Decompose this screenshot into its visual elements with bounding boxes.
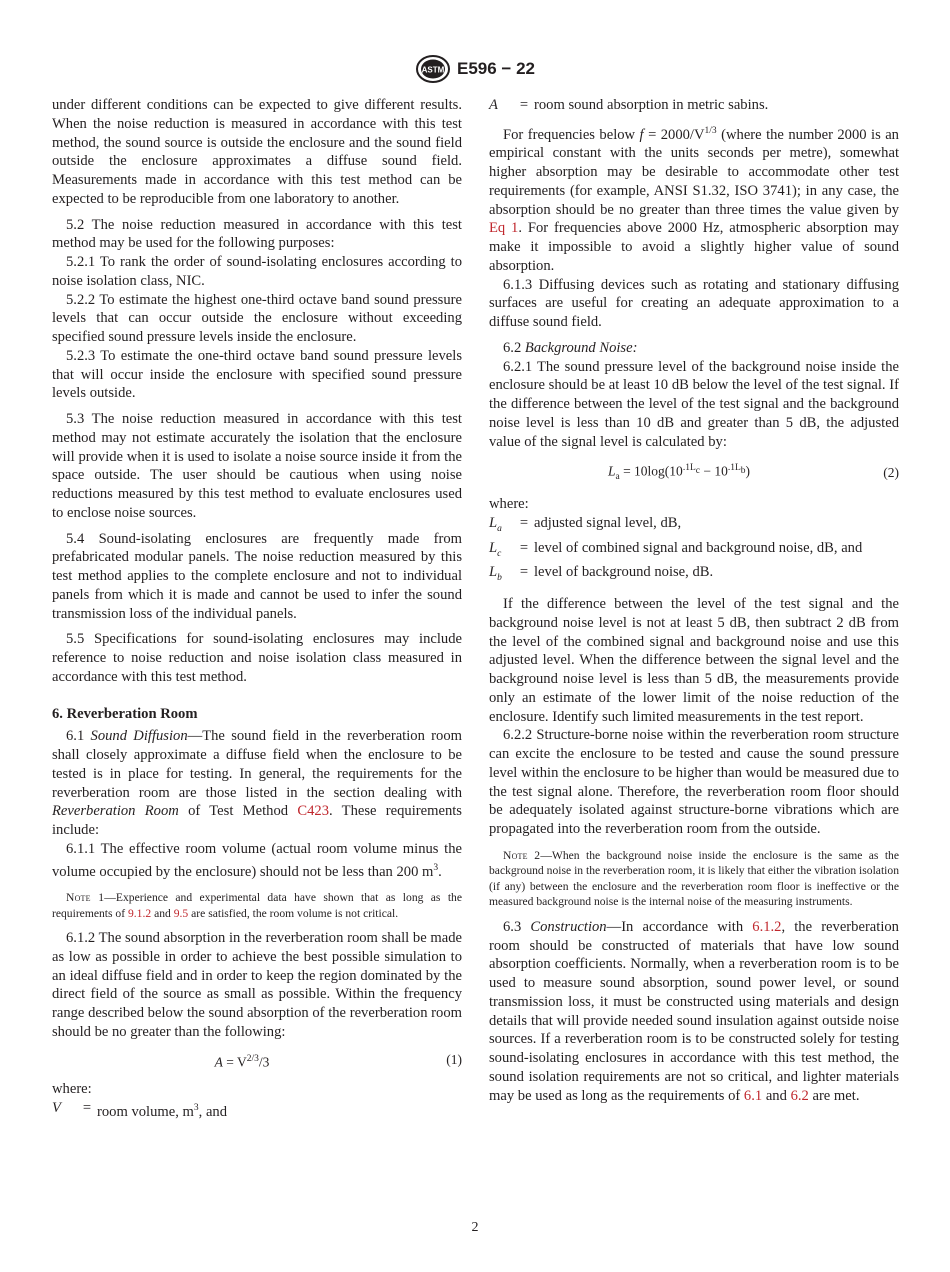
link-9-1-2[interactable]: 9.1.2	[127, 906, 152, 920]
definition-lb: $L_b$ = level of background noise, dB.	[489, 564, 714, 584]
definition-lc: $L_c$ = level of combined signal and background noise, dB, and	[489, 539, 863, 559]
page-header	[0, 55, 950, 83]
paragraph-5-2-2: 5.2.2 To estimate the highest one-third octave band sound pressure levels that can occur outside the enclosure without exceeding specified sound pressure levels inside the enclosure.	[52, 291, 462, 345]
paragraph-5-2-1: 5.2.1 To rank the order of sound-isolating enclosures according to noise isolation class, NIC.	[52, 254, 462, 289]
right-column	[489, 96, 899, 1105]
paragraph-6-1-3: 6.1.3 Diffusing devices such as rotating and stationary diffusing surfaces are useful for creating an adequate approximation to a diffuse sound field.	[489, 276, 899, 331]
note-1: Note 1—Experience and experimental data have shown that as long as the requirements of 9.1.2 and 9.5 are satisfied, the room volume is not critical.	[52, 891, 462, 920]
note-2: Note 2—When the background noise inside the enclosure is the same as the background noise in the reverberation room, it is likely that either the vibration isolation (if any) between the enclosure and the reverberation room floor is ineffective or the measured background noise is the internal noise of the measuring instruments.	[489, 848, 899, 909]
link-9-5[interactable]: 9.5	[173, 906, 189, 920]
astm-logo-icon	[415, 54, 451, 84]
equation-1: $A = V^{2/3}/3$ (1)	[214, 1052, 462, 1070]
paragraph-6-2: 6.2 Background Noise:	[503, 339, 638, 356]
definition-la: $L_a$ = adjusted signal level, dB,	[489, 515, 682, 534]
paragraph-6-1: 6.1 Sound Diffusion—The sound field in the reverberation room shall closely approximate a diffuse field when the enclosure to be tested is in place for testing. In general, the requirements for the reverberation room are those listed in the section dealing with Reverberation Room of Test Method C423. These requirements include:	[52, 728, 462, 838]
paragraph-6-1-2: 6.1.2 The sound absorption in the reverberation room shall be made as low as possible in order to achieve the best possible simulation to an ideal diffuse field and in order to keep the region dominated by the direct field of the source as small as possible. Within the frequency range described below the sound absorption of the reverberation room should be no greater than the following:	[52, 930, 462, 1040]
definition-a: A = room sound absorption in metric sabins.	[489, 97, 769, 113]
paragraph-difference: If the difference between the level of the test signal and the background noise level is not at least 5 dB, then subtract 2 dB from the level of the combined signal and background noise and use this adjusted level. When the difference between the signal level and the background noise level is less than 5 dB, the measurements provide only an estimate of the lower limit of the noise reduction of the enclosure. Identify such limited measurements in the test report.	[489, 596, 899, 725]
link-6-2[interactable]: 6.2	[790, 1087, 809, 1104]
paragraph-5-4: 5.4 Sound-isolating enclosures are frequently made from prefabricated modular panels. The noise reduction measured by this test method applies to the complete enclosure and not to individual panels from which it is made and cannot be used to infer the sound transmission loss of the individual panels.	[52, 530, 462, 622]
left-column	[52, 96, 462, 1121]
paragraph-frequencies: For frequencies below $f = 2000/V^{1/3}$ (where the number 2000 is an empirical constant with the units seconds per metre), somewhat higher absorption may be desirable to accommodate other test requirements (for example, ANSI S1.32, ISO 3741); in any case, the absorption should be no greater than three times the value given by Eq 1. For frequencies above 2000 Hz, atmospheric absorption may make it impossible to avoid a slightly higher value of sound absorption.	[489, 125, 899, 274]
paragraph-6-2-1: 6.2.1 The sound pressure level of the background noise inside the enclosure should be at least 10 dB below the level of the test signal. If the difference between the level of the test signal and the background noise level is less than 10 dB and greater than 5 dB, the adjusted value of the signal level is calculated by:	[489, 358, 899, 450]
link-6-1-2[interactable]: 6.1.2	[752, 918, 782, 935]
paragraph-5-2: 5.2 The noise reduction measured in accordance with this test method may be used for the following purposes:	[52, 216, 462, 252]
paragraph-6-1-1: 6.1.1 The effective room volume (actual room volume minus the volume occupied by the enclosure) should not be less than 200 $m^3$.	[52, 840, 462, 880]
document-designation: E596 − 22	[457, 59, 535, 78]
paragraph-6-2-2: 6.2.2 Structure-borne noise within the reverberation room structure can excite the enclosure to be tested and cause the sound pressure level within the enclosure to be higher than would be measured due to the test signal alone. Therefore, the reverberation room floor should be adequately isolated against structure-borne vibrations which are propagated into the reverberation room from the outside.	[489, 727, 899, 838]
paragraph-6-3: 6.3 Construction—In accordance with 6.1.2, the reverberation room should be constructed of materials that have low sound absorption coefficients. Normally, when a reverberation room is to be used to measure sound absorption, sound power level, or sound transmission loss, it must be constructed using materials and design details that will provide needed sound insulation against outside noise sources. If a reverberation room is to be constructed solely for testing sound-isolating enclosures in accordance with this test method, the sound isolation requirements are not so critical, and lighter materials may be used as long as the requirements of 6.1 and 6.2 are met.	[489, 918, 899, 1104]
link-6-1[interactable]: 6.1	[743, 1087, 763, 1104]
equation-2-number: (2)	[883, 464, 899, 480]
paragraph-5-2-3: 5.2.3 To estimate the one-third octave band sound pressure levels that will occur inside the enclosure with specified sound pressure levels outside.	[52, 347, 462, 402]
paragraph-5-5: 5.5 Specifications for sound-isolating enclosures may include reference to noise reduction and noise isolation class measured in accordance with this test method.	[52, 631, 462, 685]
definition-v: V = room volume, $m^3$, and	[52, 1099, 228, 1120]
equation-1-number: (1)	[446, 1052, 462, 1068]
link-c423[interactable]: C423	[297, 803, 329, 820]
where-label-2: where:	[489, 496, 529, 513]
paragraph-continued: under different conditions can be expected to give different results. When the noise reduction is measured in accordance with this test method, the sound source is outside the enclosure and the sound field outside the enclosure approximates a diffuse sound field. Measurements made in accordance with this test method can be expected to be reproducible from one laboratory to another.	[52, 97, 462, 207]
paragraph-5-3: 5.3 The noise reduction measured in accordance with this test method may not estimate accurately the isolation that the enclosure will provide when it is used to isolate a noise source inside it from the space outside. The user should be cautious when using noise reductions measured by this test method to evaluate enclosures used to enclose noise sources.	[52, 411, 462, 521]
svg-text:ASTM: ASTM	[421, 65, 445, 75]
where-label: where:	[52, 1080, 92, 1097]
equation-2: $L_a = 10\log(10^{.1L_c} - 10^{.1L_b})$ (2)	[607, 463, 899, 483]
section-6-heading: 6. Reverberation Room	[52, 705, 198, 722]
page-number: 2	[471, 1220, 479, 1235]
link-eq-1[interactable]: Eq 1	[489, 220, 519, 237]
